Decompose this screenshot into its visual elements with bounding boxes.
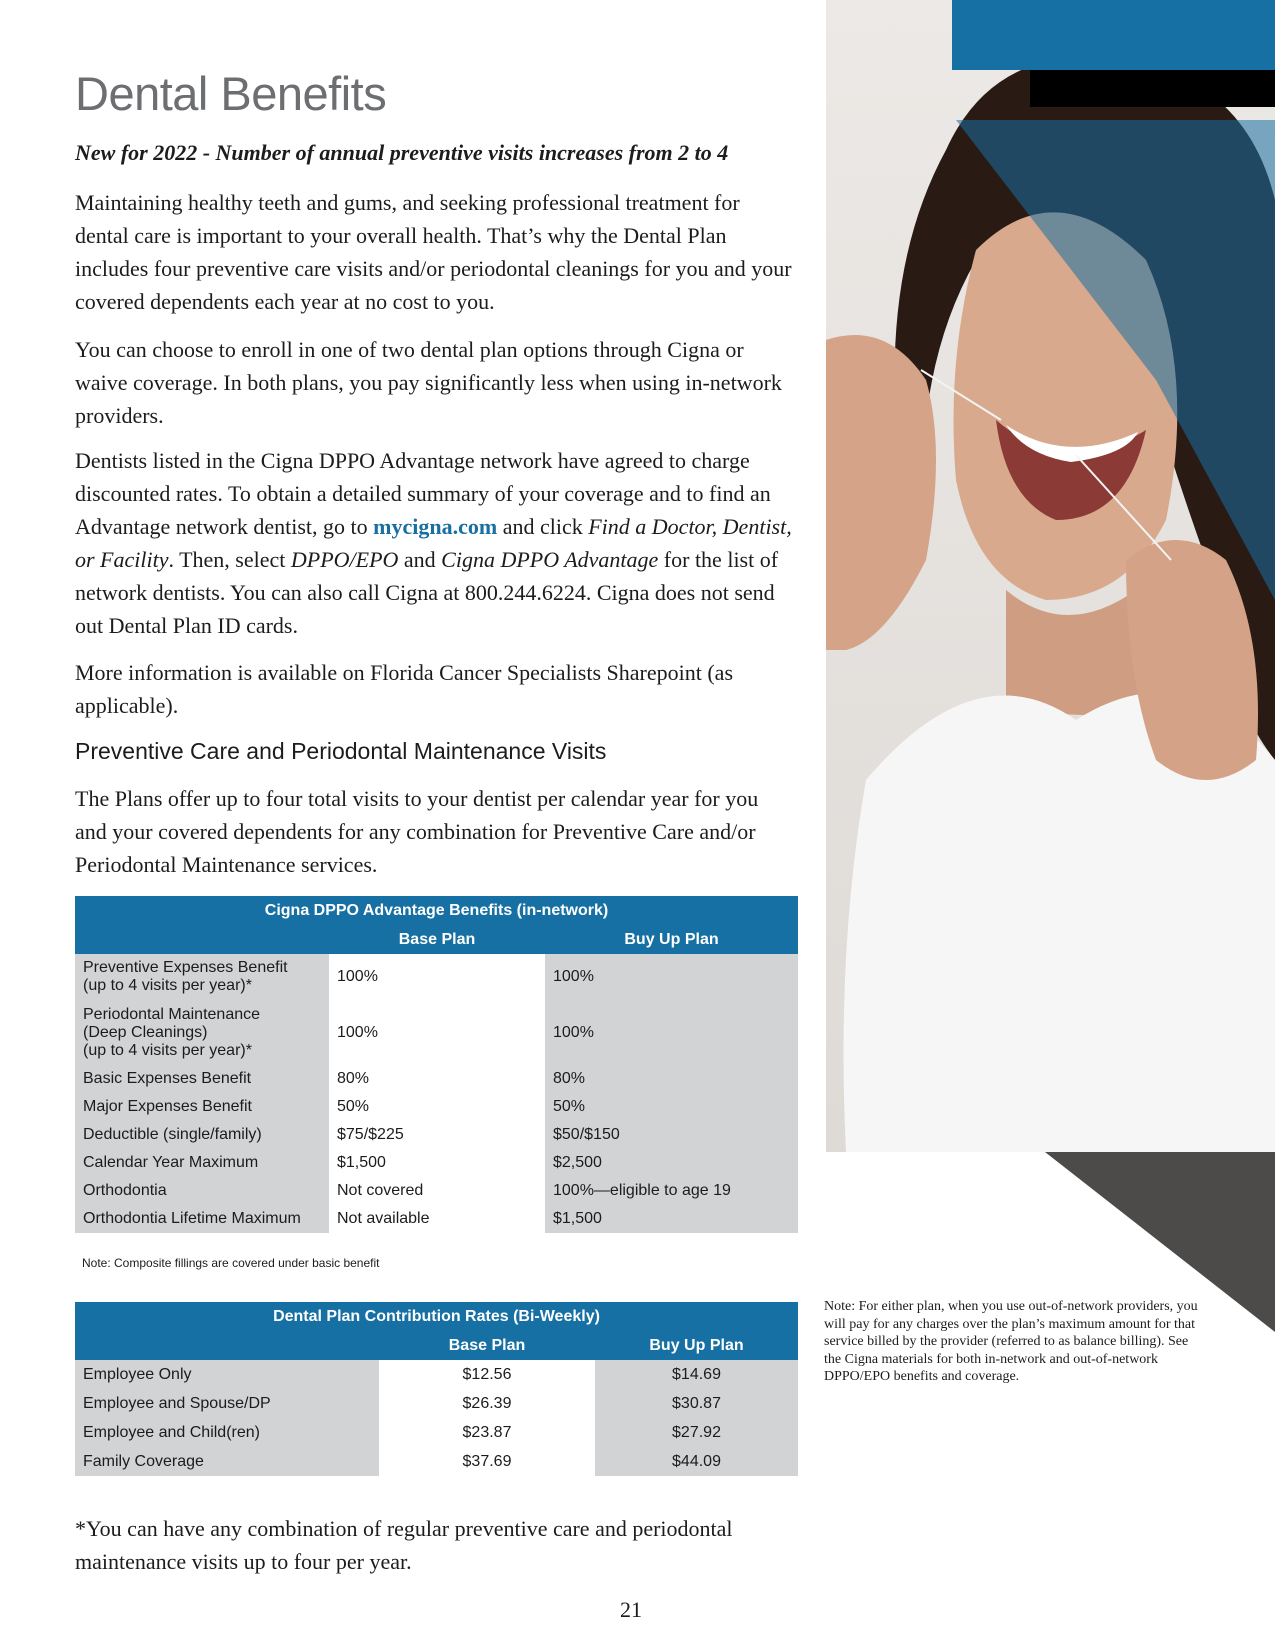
table-row (75, 1418, 798, 1447)
network-paragraph (75, 444, 795, 642)
visits-paragraph: The Plans offer up to four total visits to your dentist per calendar year for you and your covered dependents for any combination for Preventive Care and/or Periodontal Maintenance services. (75, 786, 759, 877)
benefit-buyup-value: $50/$150 (545, 1121, 798, 1149)
table-row (75, 1065, 798, 1093)
out-of-network-note: Note: For either plan, when you use out-of-network providers, you will pay for any charges over the plan’s maximum amount for that service billed by the provider (referred to as balance billing). See the Cigna materials for both in-network and out-of-network DPPO/EPO benefits and coverage. (824, 1299, 1198, 1384)
text-run: and click (497, 514, 589, 539)
table-row (75, 1121, 798, 1149)
benefit-buyup-value: 100% (545, 954, 798, 1000)
benefit-label: Calendar Year Maximum (75, 1149, 329, 1177)
table-row (75, 1205, 798, 1233)
rate-buyup-value: $30.87 (595, 1389, 798, 1418)
table-row (75, 1360, 798, 1389)
emphasis-find-doctor: Find a Doctor, Dentist, or Facility (75, 514, 792, 572)
benefit-buyup-value: $2,500 (545, 1149, 798, 1177)
emphasis-cigna-dppo: Cigna DPPO Advantage (441, 547, 659, 572)
benefit-base-value: $1,500 (329, 1149, 545, 1177)
benefit-label: Orthodontia Lifetime Maximum (75, 1205, 329, 1233)
benefit-label: Basic Expenses Benefit (75, 1065, 329, 1093)
woman-flossing-photo (826, 0, 1275, 1152)
benefit-label: Preventive Expenses Benefit (up to 4 visits per year)* (75, 954, 329, 1000)
rate-buyup-value: $14.69 (595, 1360, 798, 1389)
benefit-base-value: Not covered (329, 1177, 545, 1205)
rate-base-value: $23.87 (379, 1418, 595, 1447)
benefits-note: Note: Composite fillings are covered under basic benefit (82, 1256, 380, 1270)
text-run: Dentists listed in the Cigna DPPO Advantage network have agreed to charge discounted rates. To obtain a detailed summary of your coverage and to find an Advantage network dentist, go to (75, 448, 771, 539)
rate-base-value: $12.56 (379, 1360, 595, 1389)
text-run: and (398, 547, 442, 572)
rate-label: Employee and Spouse/DP (75, 1389, 379, 1418)
table-row (75, 1000, 798, 1065)
table-row (75, 954, 798, 1000)
rates-col-buyup: Buy Up Plan (595, 1332, 798, 1360)
benefit-base-value: Not available (329, 1205, 545, 1233)
emphasis-dppo-epo: DPPO/EPO (290, 547, 399, 572)
table-row (75, 1389, 798, 1418)
table-row (75, 1149, 798, 1177)
hero-photo (826, 0, 1275, 1152)
section-heading: Preventive Care and Periodontal Maintenance Visits (75, 738, 607, 764)
page-number: 21 (620, 1597, 642, 1622)
table-row (75, 1177, 798, 1205)
benefits-col-base: Base Plan (329, 926, 545, 954)
intro-paragraph: Maintaining healthy teeth and gums, and seeking professional treatment for dental care is important to your overall health. That’s why the Dental Plan includes four preventive care visits and/or periodontal cleanings for you and your covered dependents each year at no cost to you. (75, 190, 792, 314)
accent-bar-blue (952, 0, 1275, 70)
rate-label: Employee and Child(ren) (75, 1418, 379, 1447)
benefits-table (75, 896, 798, 1233)
sharepoint-paragraph: More information is available on Florida Cancer Specialists Sharepoint (as applicable). (75, 660, 734, 718)
rate-buyup-value: $44.09 (595, 1447, 798, 1476)
benefit-buyup-value: 50% (545, 1093, 798, 1121)
rate-base-value: $26.39 (379, 1389, 595, 1418)
benefit-label: Periodontal Maintenance (Deep Cleanings) (up to 4 visits per year)* (75, 1000, 329, 1065)
benefit-base-value: $75/$225 (329, 1121, 545, 1149)
rate-base-value: $37.69 (379, 1447, 595, 1476)
benefit-base-value: 50% (329, 1093, 545, 1121)
mycigna-link[interactable]: mycigna.com (373, 514, 498, 539)
footnote: *You can have any combination of regular preventive care and periodontal maintenance visits up to four per year. (75, 1516, 733, 1574)
benefit-buyup-value: $1,500 (545, 1205, 798, 1233)
text-run: . Then, select (168, 547, 291, 572)
page-title: Dental Benefits (75, 67, 387, 120)
accent-bar-black (1030, 70, 1275, 107)
enrollment-paragraph: You can choose to enroll in one of two dental plan options through Cigna or waive coverage. In both plans, you pay significantly less when using in-network providers. (75, 337, 782, 428)
benefits-table-title: Cigna DPPO Advantage Benefits (in-network) (75, 896, 798, 926)
rate-buyup-value: $27.92 (595, 1418, 798, 1447)
rate-label: Family Coverage (75, 1447, 379, 1476)
benefit-base-value: 100% (329, 1000, 545, 1065)
text-run: for the list of network dentists. You can also call Cigna at 800.244.6224. Cigna does not send out Dental Plan ID cards. (75, 547, 779, 638)
benefit-buyup-value: 100% (545, 1000, 798, 1065)
benefit-label: Orthodontia (75, 1177, 329, 1205)
rates-table-title: Dental Plan Contribution Rates (Bi-Weekly) (75, 1302, 798, 1332)
rates-col-base: Base Plan (379, 1332, 595, 1360)
benefit-buyup-value: 80% (545, 1065, 798, 1093)
table-row (75, 1093, 798, 1121)
table-row (75, 1447, 798, 1476)
benefit-label: Deductible (single/family) (75, 1121, 329, 1149)
page-subtitle: New for 2022 - Number of annual preventive visits increases from 2 to 4 (75, 140, 729, 165)
benefit-base-value: 80% (329, 1065, 545, 1093)
rate-label: Employee Only (75, 1360, 379, 1389)
benefit-base-value: 100% (329, 954, 545, 1000)
benefit-label: Major Expenses Benefit (75, 1093, 329, 1121)
benefit-buyup-value: 100%—eligible to age 19 (545, 1177, 798, 1205)
rates-table (75, 1302, 798, 1476)
benefits-col-buyup: Buy Up Plan (545, 926, 798, 954)
